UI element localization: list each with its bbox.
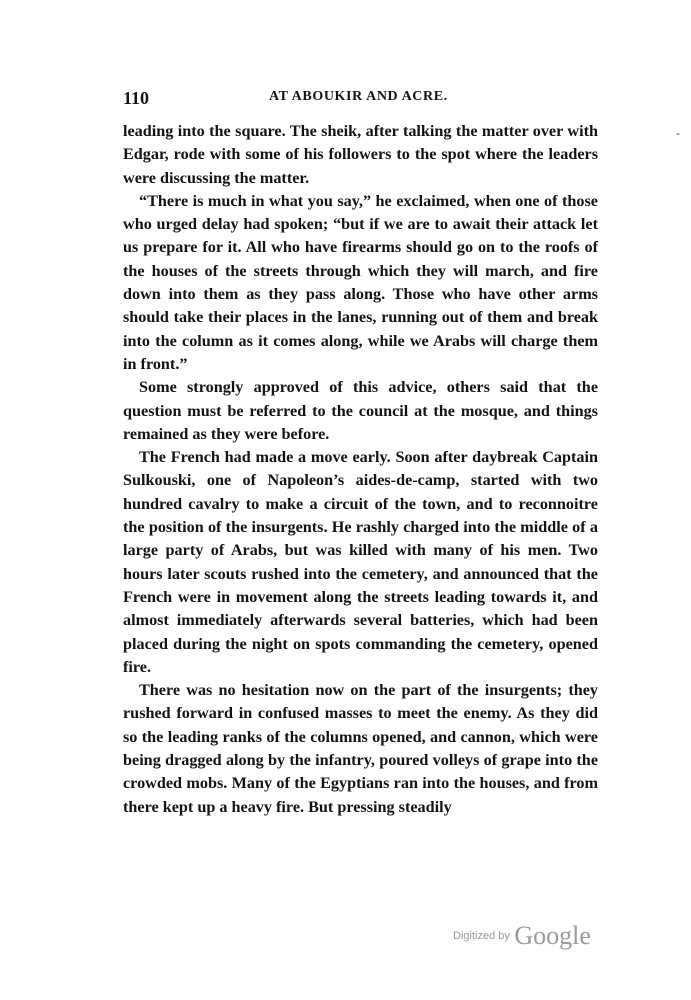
running-header xyxy=(123,88,598,112)
watermark-prefix: Digitized by xyxy=(453,930,510,942)
running-head-title: AT ABOUKIR AND ACRE. xyxy=(269,89,448,104)
digitized-watermark xyxy=(453,921,591,951)
google-logo: Google xyxy=(514,921,591,950)
paragraph: The French had made a move early. Soon after daybreak Captain Sulkouski, one of Napoleon’s aides-de-camp, started with two hundred cavalry to make a circuit of the town, and to reconnoitre the position of the insurgents. He rashly charged into the middle of a large party of Arabs, but was killed with many of his men. Two hours later scouts rushed into the cemetery, and announced that the French were in movement along the streets leading towards it, and almost immediately afterwards several batteries, which had been placed during the night on spots commanding the cemetery, opened fire. xyxy=(123,448,598,676)
page-number: 110 xyxy=(123,88,150,108)
paragraph: leading into the square. The sheik, after talking the matter over with Edgar, rode with some of his followers to the spot where the leaders were discussing the matter. xyxy=(123,122,598,187)
paragraph: “There is much in what you say,” he exclaimed, when one of those who urged delay had spoken; “but if we are to await their attack let us prepare for it. All who have firearms should go on to the roofs of the houses of the streets through which they will march, and fire down into them as they pass along. Those who have other arms should take their places in the lanes, running out of them and break into the column as it comes along, while we Arabs will charge them in front.” xyxy=(123,191,598,373)
margin-mark: - xyxy=(676,126,680,140)
paragraph: Some strongly approved of this advice, others said that the question must be referred to the council at the mosque, and things remained as they were before. xyxy=(123,378,598,443)
body-text xyxy=(123,120,598,819)
paragraph: There was no hesitation now on the part of the insurgents; they rushed forward in confused masses to meet the enemy. As they did so the leading ranks of the columns opened, and cannon, which were being dragged along by the infantry, poured volleys of grape into the crowded mobs. Many of the Egyptians ran into the houses, and from there kept up a heavy fire. But pressing steadily xyxy=(123,681,598,816)
